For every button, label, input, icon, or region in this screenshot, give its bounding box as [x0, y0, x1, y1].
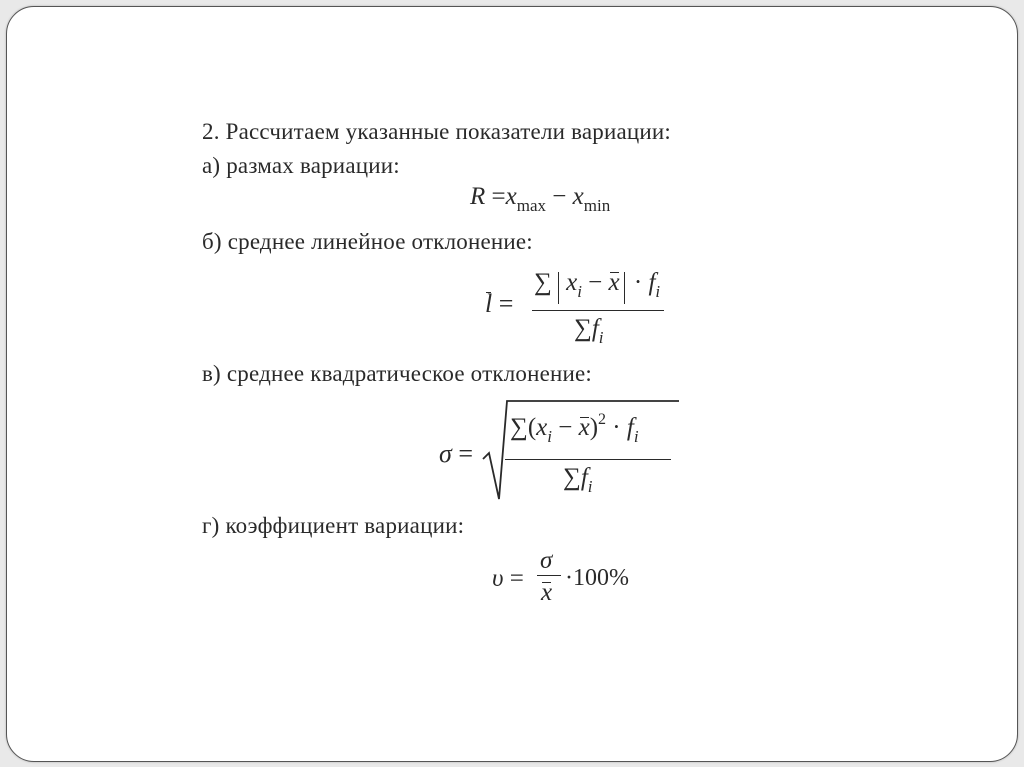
sigma-xi: x [536, 414, 548, 441]
linear-den-sub: i [598, 328, 604, 347]
sigma-close-paren: ) [589, 414, 599, 441]
sigma-den-f: f [580, 464, 588, 491]
range-eq: = [491, 183, 506, 210]
heading: 2. Рассчитаем указанные показатели вариации: [202, 119, 671, 144]
slide [6, 6, 1018, 762]
range-x1: x [505, 183, 517, 210]
sigma-den-sum: ∑ [563, 464, 581, 491]
sigma-denominator [563, 464, 593, 496]
sigma-xbar: x [578, 414, 590, 441]
item-b-label: б) среднее линейное отклонение: [202, 229, 533, 254]
sigma-numerator [510, 411, 639, 446]
linear-f-sub: i [655, 282, 661, 301]
sigma-f-sub: i [633, 427, 639, 446]
range-sub-min: min [583, 196, 611, 215]
linear-fraction-bar [532, 310, 664, 311]
item-a-label: а) размах вариации: [202, 153, 400, 178]
range-sub-max: max [516, 196, 547, 215]
formula-range [470, 183, 611, 215]
linear-minus: − [588, 269, 603, 296]
range-x2: x [572, 183, 584, 210]
linear-xi-sub: i [577, 282, 582, 301]
item-v-label: в) среднее квадратическое отклонение: [202, 361, 593, 386]
sigma-den-sub: i [587, 477, 593, 496]
sigma-open-paren: ( [527, 414, 537, 441]
linear-lhs: l [485, 289, 493, 318]
sigma-minus: − [558, 414, 573, 441]
item-g-label: г) коэффициент вариации: [202, 513, 465, 538]
coef-lhs-wrap [492, 565, 524, 593]
range-minus: − [552, 183, 567, 210]
sigma-dot: · [612, 414, 621, 441]
linear-den-sum: ∑ [574, 315, 592, 342]
linear-lhs-wrap [485, 289, 513, 319]
sigma-fraction-bar [505, 459, 671, 460]
sigma-eq: = [458, 439, 473, 468]
linear-sum-symbol: ∑ [534, 269, 552, 296]
coef-numerator: σ [540, 547, 553, 574]
linear-xi: x [566, 269, 578, 296]
linear-eq: = [498, 289, 514, 318]
sigma-lhs: σ [439, 439, 452, 468]
sigma-lhs-wrap [439, 439, 473, 469]
coef-lhs: υ [492, 565, 504, 592]
sigma-xi-sub: i [547, 427, 552, 446]
linear-abs-left [558, 272, 559, 304]
range-lhs: R [470, 183, 486, 210]
coef-eq: = [509, 565, 524, 592]
linear-f: f [648, 269, 656, 296]
linear-numerator [534, 269, 661, 301]
sigma-power: 2 [598, 411, 607, 428]
linear-dot: · [633, 269, 643, 296]
sigma-sum-symbol: ∑ [510, 414, 528, 441]
linear-xbar: x [608, 269, 620, 296]
coef-denominator [541, 579, 552, 607]
sigma-f: f [626, 414, 634, 441]
coef-tail: ·100% [565, 565, 629, 591]
coef-xbar: x [541, 579, 553, 606]
linear-den-f: f [591, 315, 599, 342]
linear-abs-right [624, 272, 625, 304]
linear-denominator [574, 315, 604, 347]
coef-fraction-bar [537, 575, 561, 576]
